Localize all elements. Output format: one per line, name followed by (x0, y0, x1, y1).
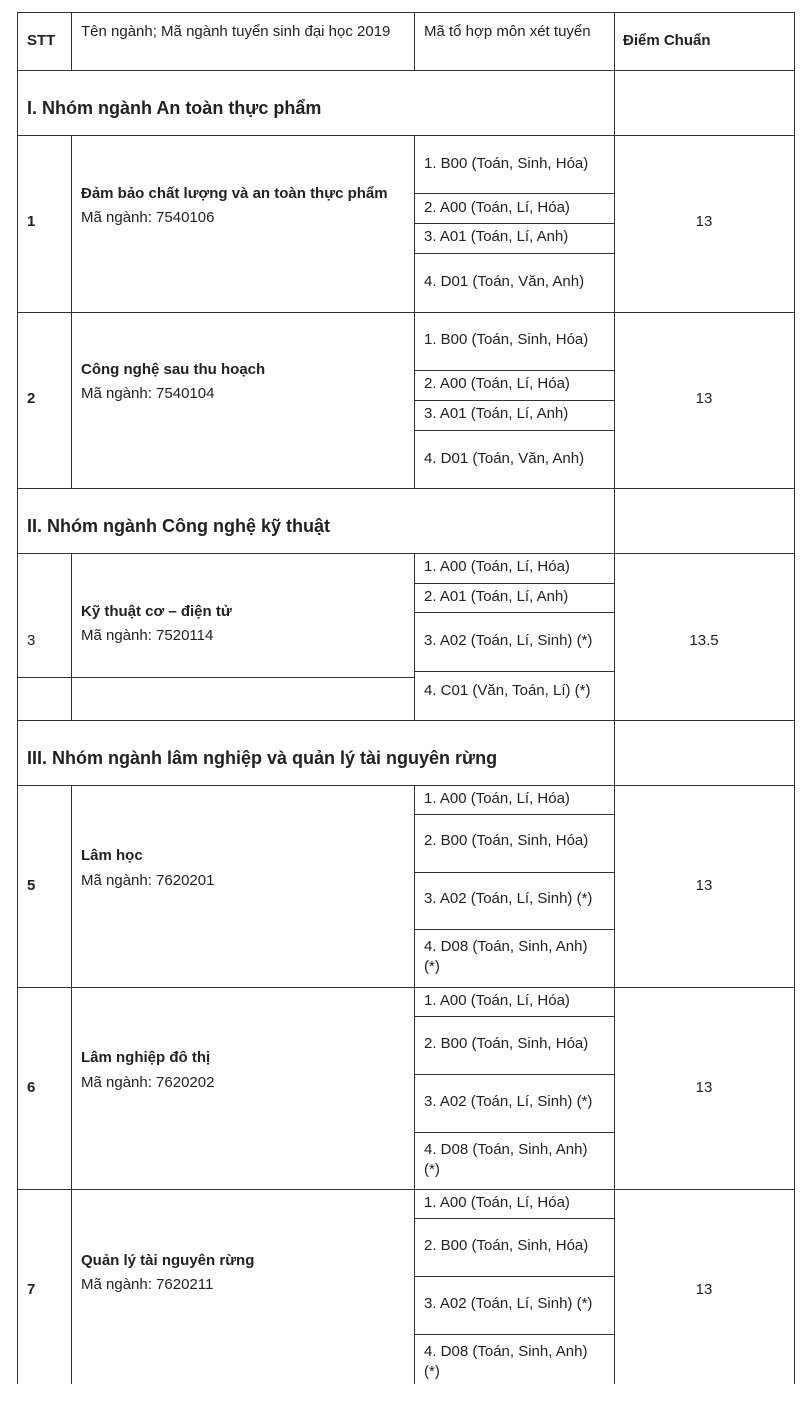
combo-item: 1. B00 (Toán, Sinh, Hóa) (424, 155, 589, 172)
combo-item: 4. D08 (Toán, Sinh, Anh) (*) (424, 1141, 588, 1178)
row-stt: 7 (27, 1281, 36, 1298)
major-name: Lâm nghiệp đô thị (81, 1049, 211, 1066)
combo-item: 1. A00 (Toán, Lí, Hóa) (424, 992, 570, 1009)
grid-line (414, 1276, 614, 1277)
header-score: Điểm Chuẩn (623, 32, 711, 49)
grid-line (71, 12, 72, 70)
grid-line (17, 488, 794, 489)
grid-line (414, 223, 614, 224)
grid-line (414, 1074, 614, 1075)
grid-line (414, 872, 614, 873)
grid-line (17, 12, 18, 1384)
row-stt: 5 (27, 877, 36, 894)
row-stt: 1 (27, 213, 36, 230)
grid-line (17, 1189, 794, 1190)
grid-line (414, 553, 415, 720)
header-stt: STT (27, 32, 56, 49)
combo-item: 1. A00 (Toán, Lí, Hóa) (424, 1194, 570, 1211)
grid-line (17, 70, 794, 71)
combo-item: 2. A00 (Toán, Lí, Hóa) (424, 375, 570, 392)
grid-line (17, 987, 794, 988)
cutoff-score: 13 (695, 877, 713, 894)
grid-line (414, 430, 614, 431)
combo-item: 2. B00 (Toán, Sinh, Hóa) (424, 832, 589, 849)
grid-line (414, 785, 415, 1384)
grid-line (71, 785, 72, 1384)
grid-line (414, 1016, 614, 1017)
grid-line (17, 312, 794, 313)
combo-item: 4. D01 (Toán, Văn, Anh) (424, 450, 585, 467)
combo-item: 3. A02 (Toán, Lí, Sinh) (*) (424, 632, 593, 649)
grid-line (71, 553, 72, 720)
grid-line (794, 12, 795, 1384)
major-code: Mã ngành: 7520114 (81, 627, 214, 644)
major-name: Lâm học (81, 847, 143, 864)
combo-item: 3. A01 (Toán, Lí, Anh) (424, 405, 569, 422)
grid-line (414, 1218, 614, 1219)
grid-line (414, 253, 614, 254)
grid-line (414, 12, 415, 70)
grid-line (17, 12, 794, 13)
combo-item: 1. B00 (Toán, Sinh, Hóa) (424, 331, 589, 348)
header-major: Tên ngành; Mã ngành tuyển sinh đại học 2019 (81, 23, 391, 40)
header-combo: Mã tổ hợp môn xét tuyển (424, 23, 591, 40)
combo-item: 2. B00 (Toán, Sinh, Hóa) (424, 1237, 589, 1254)
combo-item: 4. C01 (Văn, Toán, Lí) (*) (424, 682, 591, 699)
major-code: Mã ngành: 7620202 (81, 1074, 215, 1091)
grid-line (414, 370, 614, 371)
major-name: Công nghệ sau thu hoạch (81, 361, 266, 378)
grid-line (17, 135, 794, 136)
cutoff-score: 13 (695, 1079, 713, 1096)
combo-item: 3. A01 (Toán, Lí, Anh) (424, 228, 569, 245)
grid-line (414, 1334, 614, 1335)
grid-line (414, 583, 614, 584)
combo-item: 3. A02 (Toán, Lí, Sinh) (*) (424, 890, 593, 907)
grid-line (17, 785, 794, 786)
major-name: Kỹ thuật cơ – điện tử (81, 603, 232, 620)
combo-item: 1. A00 (Toán, Lí, Hóa) (424, 558, 570, 575)
grid-line (414, 814, 614, 815)
grid-line (414, 671, 614, 672)
cutoff-score: 13.5 (689, 632, 719, 649)
combo-item: 2. A01 (Toán, Lí, Anh) (424, 588, 569, 605)
major-name: Đảm bảo chất lượng và an toàn thực phẩm (81, 185, 388, 202)
grid-line (17, 553, 794, 554)
cutoff-score: 13 (695, 390, 713, 407)
combo-item: 4. D08 (Toán, Sinh, Anh) (*) (424, 1343, 588, 1380)
cutoff-score: 13 (695, 213, 713, 230)
grid-line (414, 1132, 614, 1133)
major-code: Mã ngành: 7620211 (81, 1276, 214, 1293)
grid-line (414, 400, 614, 401)
grid-line (414, 193, 614, 194)
group-title: II. Nhóm ngành Công nghệ kỹ thuật (27, 516, 330, 536)
combo-item: 3. A02 (Toán, Lí, Sinh) (*) (424, 1093, 593, 1110)
combo-item: 2. A00 (Toán, Lí, Hóa) (424, 199, 570, 216)
grid-line (17, 677, 414, 678)
combo-item: 3. A02 (Toán, Lí, Sinh) (*) (424, 1295, 593, 1312)
group-title: III. Nhóm ngành lâm nghiệp và quản lý tài nguyên rừng (27, 748, 498, 768)
cutoff-score: 13 (695, 1281, 713, 1298)
grid-line (17, 720, 794, 721)
major-code: Mã ngành: 7540106 (81, 209, 215, 226)
grid-line (414, 929, 614, 930)
major-name: Quản lý tài nguyên rừng (81, 1252, 255, 1269)
combo-item: 1. A00 (Toán, Lí, Hóa) (424, 790, 570, 807)
row-stt: 6 (27, 1079, 36, 1096)
row-stt: 2 (27, 390, 36, 407)
major-code: Mã ngành: 7620201 (81, 872, 215, 889)
grid-line (414, 612, 614, 613)
combo-item: 2. B00 (Toán, Sinh, Hóa) (424, 1035, 589, 1052)
combo-item: 4. D08 (Toán, Sinh, Anh) (*) (424, 938, 588, 975)
row-stt: 3 (27, 632, 36, 649)
major-code: Mã ngành: 7540104 (81, 385, 215, 402)
combo-item: 4. D01 (Toán, Văn, Anh) (424, 273, 585, 290)
group-title: I. Nhóm ngành An toàn thực phẩm (27, 98, 322, 118)
